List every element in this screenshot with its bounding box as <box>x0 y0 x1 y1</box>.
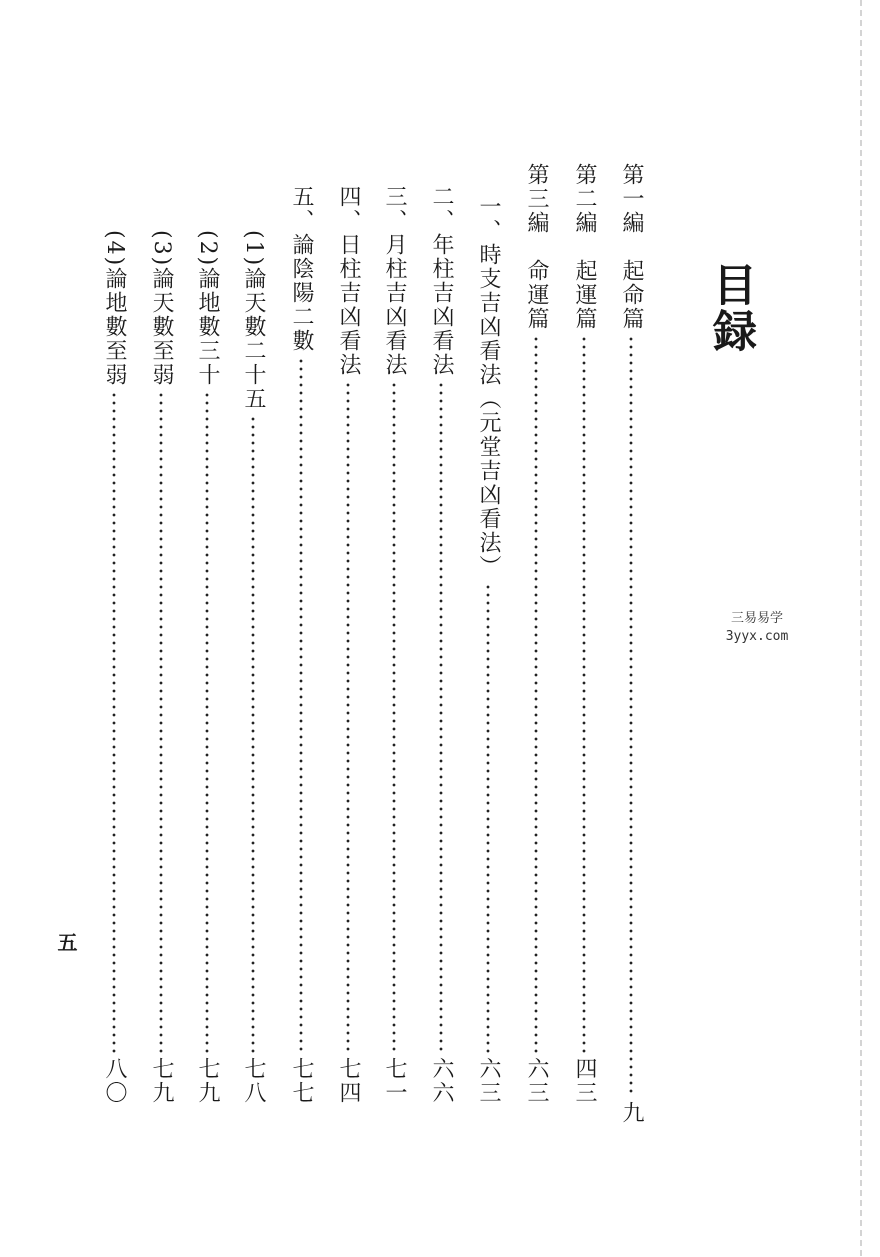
dot-leader <box>629 335 633 1097</box>
toc-entry-page: 七四 <box>336 1057 361 1105</box>
toc-entry-page: 四三 <box>572 1057 597 1105</box>
toc-entry-label: 五、論陰陽二數 <box>289 185 314 353</box>
toc-entry <box>242 230 264 1105</box>
dot-leader <box>534 335 538 1053</box>
toc-entry-page: 九 <box>619 1101 644 1125</box>
toc-entry-label: 四、日柱吉凶看法 <box>336 185 361 377</box>
toc-entry-label: 第一編 起命篇 <box>619 163 644 331</box>
toc-entry-label: (4)論地數至弱 <box>102 230 127 388</box>
dot-leader <box>251 415 255 1053</box>
page-title: 目録 <box>705 262 756 354</box>
dot-leader <box>582 335 586 1053</box>
dot-leader <box>346 381 350 1053</box>
page-number: 五 <box>54 932 78 952</box>
toc-entry-page: 八〇 <box>102 1057 127 1105</box>
toc-entry <box>573 163 595 1105</box>
toc-entry <box>337 185 359 1105</box>
toc-entry-label: (2)論地數三十 <box>195 230 220 388</box>
toc-entry-page: 七九 <box>195 1057 220 1105</box>
dot-leader <box>205 391 209 1053</box>
toc-entry-page: 六三 <box>524 1057 549 1105</box>
toc-entry <box>383 185 405 1105</box>
toc-entry-page: 七一 <box>382 1057 407 1105</box>
dot-leader <box>486 583 490 1053</box>
watermark <box>712 610 802 646</box>
toc-entry <box>620 163 642 1125</box>
watermark-line: 三易易学 <box>730 611 783 626</box>
toc-entry <box>150 230 172 1105</box>
toc-entry-page: 六三 <box>476 1057 501 1105</box>
page-edge <box>860 0 862 1257</box>
dot-leader <box>112 391 116 1053</box>
toc-entry-label: 第二編 起運篇 <box>572 163 597 331</box>
watermark-line: 3yyx.com <box>725 629 789 644</box>
toc-entry-label: (1)論天數二十五 <box>241 230 266 412</box>
dot-leader <box>439 381 443 1053</box>
toc-entry <box>196 230 218 1105</box>
toc-entry <box>290 185 312 1105</box>
toc-entry <box>430 185 452 1105</box>
toc-entry <box>103 230 125 1105</box>
dot-leader <box>159 391 163 1053</box>
toc-entry-page: 七九 <box>149 1057 174 1105</box>
toc-entry-label: 二、年柱吉凶看法 <box>429 185 454 377</box>
toc-entry-label: 三、月柱吉凶看法 <box>382 185 407 377</box>
toc-entry-page: 七八 <box>241 1057 266 1105</box>
toc-entry-label: 第三編 命運篇 <box>524 163 549 331</box>
toc-entry-page: 七七 <box>289 1057 314 1105</box>
dot-leader <box>392 381 396 1053</box>
dot-leader <box>299 357 303 1053</box>
toc-entry-page: 六六 <box>429 1057 454 1105</box>
toc-entry <box>525 163 547 1105</box>
toc-entry-label: (3)論天數至弱 <box>149 230 174 388</box>
toc-entry <box>477 195 499 1105</box>
toc-entry-label: 一、時支吉凶看法（元堂吉凶看法） <box>476 195 501 579</box>
